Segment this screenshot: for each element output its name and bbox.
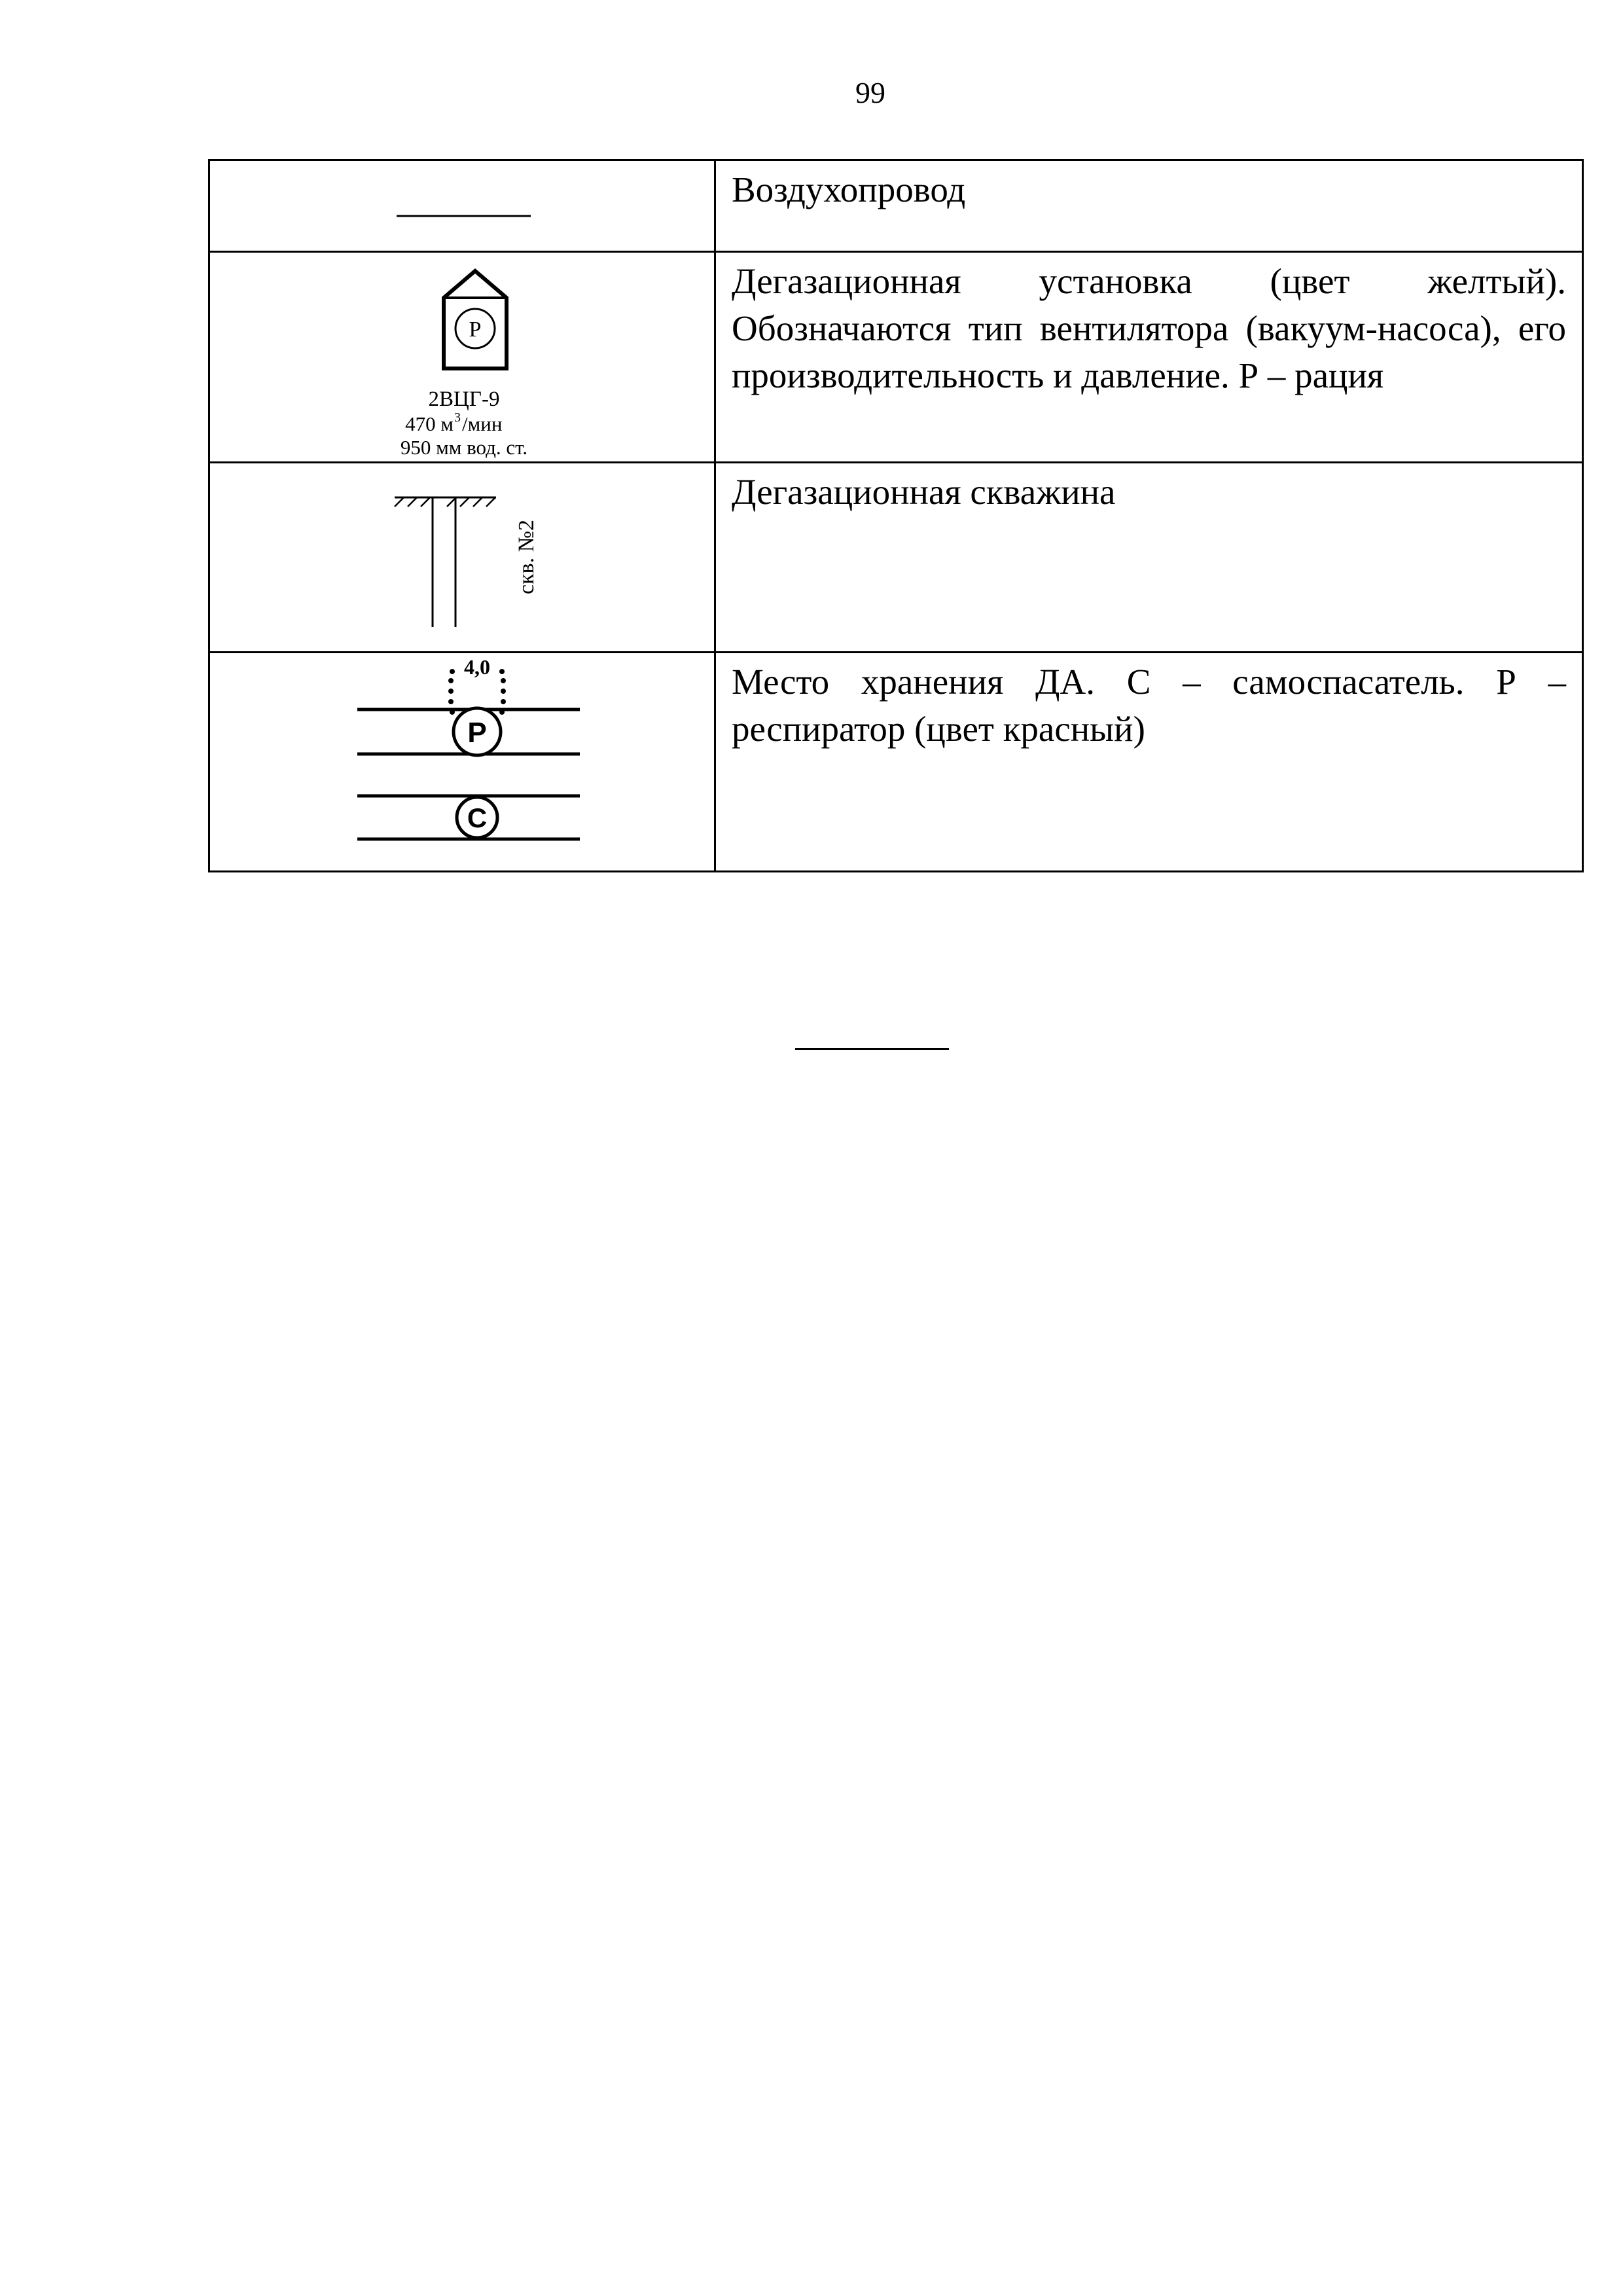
symbol-cell [209,463,715,653]
symbol-cell [209,653,715,872]
description-cell: Дегазационная установка (цвет желтый). Обозначаются тип вентилятора (вакуум-насоса), его производительность и давление. Р – рация [715,252,1583,463]
capacity-unit: /мин [462,412,503,435]
description-cell: Воздухопровод [715,160,1583,252]
air-duct-line-icon [210,161,714,253]
symbol-cell [209,160,715,252]
degassing-borehole-icon [210,463,714,653]
symbol-cell [209,252,715,463]
description-cell: Дегазационная скважина [715,463,1583,653]
capacity-exponent: 3 [454,410,461,425]
respirator-letter: Р [467,717,487,749]
closing-rule [795,1048,949,1050]
degassing-unit-icon [210,253,714,463]
capacity-label: 470 м [405,412,454,435]
table-row [209,653,1583,872]
table-row [209,160,1583,252]
pressure-label: 950 мм вод. ст. [400,436,528,459]
borehole-label: скв. №2 [514,519,539,595]
table-row [209,463,1583,653]
fan-type-label: 2ВЦГ-9 [428,387,500,411]
self-rescuer-letter: С [467,802,488,833]
legend-table [208,159,1584,872]
storage-value: 4,0 [464,655,490,679]
respirator-storage-icon [210,653,714,872]
page-number: 99 [855,76,885,109]
table-row [209,252,1583,463]
symbol-letter: Р [469,317,482,342]
description-cell: Место хранения ДА. С – самоспасатель. Р – респиратор (цвет красный) [715,653,1583,872]
